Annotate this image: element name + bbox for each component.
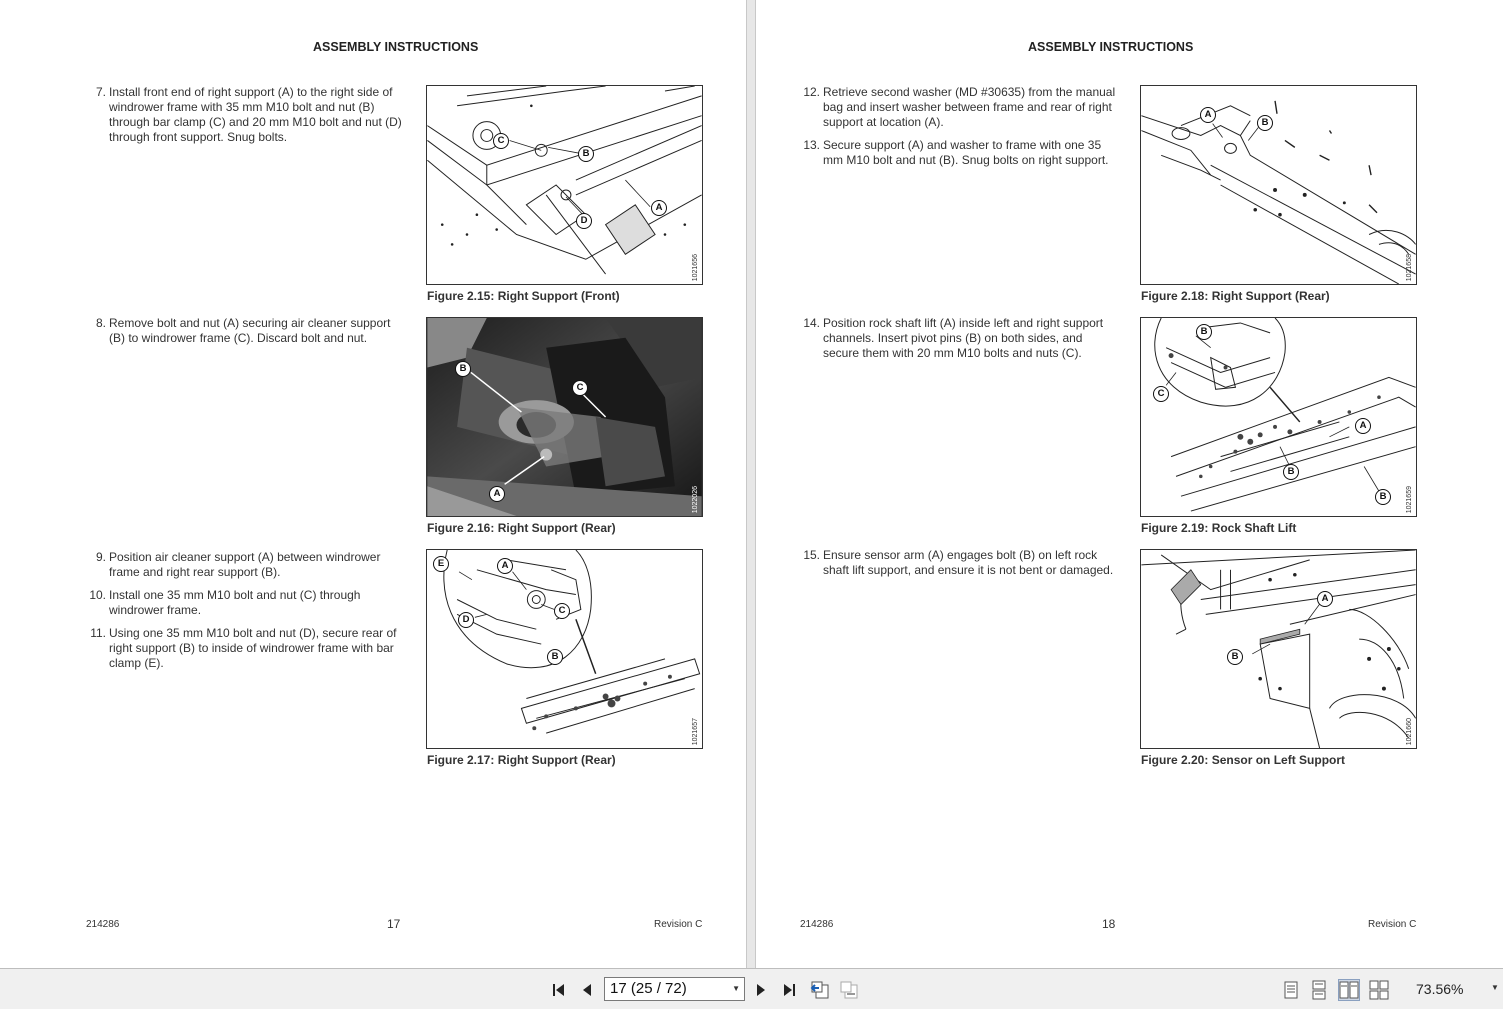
page-number: 17 (387, 917, 401, 931)
right-support-front-drawing (427, 86, 702, 284)
single-page-view-icon[interactable] (1280, 979, 1302, 1001)
page-18: ASSEMBLY INSTRUCTIONS 12. Retrieve second washer (MD #30635) from the manual bag and insert washer between frame and rear of right support at location (A). 13. Secure support (A) and washer to frame with one 35 mm M10 bolt and nut (B). Snug bolts on right support. 14. Position rock shaft lift (A) inside left and right support channels. Insert pivot pins (B) on both sides, and secure them with 20 mm M10 bolts and nuts (C). 15. Ensure sensor arm (A) engages bolt (B) on left rock shaft lift support, and ensure it is not bent or damaged. A B 1021658 Figure 2.18: Right Support (Rear) B C A B B 1021659 Figure 2.19: Rock Shaft Lift A B 1021660 Figure 2.20: Sensor on Left Support 214286 18 Revision C (757, 0, 1503, 968)
callout-e: E (433, 556, 449, 572)
callout-a: A (651, 200, 667, 216)
figure-caption: Figure 2.20: Sensor on Left Support (1141, 753, 1346, 767)
callout-b: B (578, 146, 594, 162)
figure-id: 1021657 (692, 717, 699, 745)
callout-a: A (1200, 107, 1216, 123)
last-page-icon[interactable] (778, 979, 800, 1001)
viewer-toolbar (0, 968, 1503, 1009)
callout-c: C (554, 603, 570, 619)
page-17: ASSEMBLY INSTRUCTIONS 7. Install front end of right support (A) to the right side of windrower frame with 35 mm M10 bolt and nut (B) through bar clamp (C) and 20 mm M10 bolt and nut (D) through front support. Snug bolts. 8. Remove bolt and nut (A) securing air cleaner support (B) to windrower frame (C). Discard bolt and nut. 9. Position air cleaner support (A) between windrower frame and right rear support (B). 10. Install one 35 mm M10 bolt and nut (C) through windrower frame. 11. Using one 35 mm M10 bolt and nut (D), secure rear of right support (B) to inside of windrower frame with bar clamp (E). C B A D 1021656 Figure 2.15: Right Support (Front) B C A 1022026 Figure 2.16: Right Support (Rear) E A C D B 1021657 Figure 2.17: Right Support (Rear) 214286 17 Revision C (0, 0, 746, 968)
figure-caption: Figure 2.15: Right Support (Front) (427, 289, 620, 303)
callout-b: B (1196, 324, 1212, 340)
callout-c: C (493, 133, 509, 149)
right-support-rear-drawing (1141, 86, 1416, 284)
figure-2-19-illustration (1140, 317, 1417, 517)
callout-a: A (1355, 418, 1371, 434)
page-header: ASSEMBLY INSTRUCTIONS (1028, 40, 1194, 54)
figure-id: 1021659 (1406, 485, 1413, 513)
two-page-view-icon[interactable] (1338, 979, 1360, 1001)
callout-b: B (1227, 649, 1243, 665)
zoom-dropdown-icon[interactable]: ▼ (1491, 983, 1499, 992)
revision-label: Revision C (654, 919, 703, 930)
callout-c: C (572, 380, 588, 396)
two-page-continuous-view-icon[interactable] (1368, 979, 1390, 1001)
figure-caption: Figure 2.18: Right Support (Rear) (1141, 289, 1330, 303)
figure-2-20-illustration (1140, 549, 1417, 749)
figure-caption: Figure 2.16: Right Support (Rear) (427, 521, 616, 535)
figure-id: 1021660 (1406, 717, 1413, 745)
figure-2-16-photo (426, 317, 703, 517)
callout-b: B (547, 649, 563, 665)
callout-d: D (576, 213, 592, 229)
page-selector-value: 17 (25 / 72) (610, 980, 687, 997)
callout-d: D (458, 612, 474, 628)
callout-a: A (489, 486, 505, 502)
figure-id: 1021656 (692, 253, 699, 281)
page-gutter (746, 0, 756, 968)
callout-a: A (497, 558, 513, 574)
first-page-icon[interactable] (548, 979, 570, 1001)
page-header: ASSEMBLY INSTRUCTIONS (313, 40, 479, 54)
figure-caption: Figure 2.19: Rock Shaft Lift (1141, 521, 1297, 535)
sensor-left-support-drawing (1141, 550, 1416, 748)
figure-caption: Figure 2.17: Right Support (Rear) (427, 753, 616, 767)
go-forward-icon[interactable] (838, 979, 860, 1001)
callout-b: B (1283, 464, 1299, 480)
figure-id: 1022026 (692, 485, 699, 513)
next-page-icon[interactable] (750, 979, 772, 1001)
figure-2-17-illustration (426, 549, 703, 749)
rock-shaft-lift-drawing (1141, 318, 1416, 516)
right-support-rear-drawing (427, 550, 702, 748)
callout-c: C (1153, 386, 1169, 402)
callout-a: A (1317, 591, 1333, 607)
revision-label: Revision C (1368, 919, 1417, 930)
go-back-icon[interactable] (809, 979, 831, 1001)
figure-id: 1021658 (1406, 253, 1413, 281)
chevron-down-icon: ▼ (732, 984, 740, 993)
figure-2-15-illustration (426, 85, 703, 285)
previous-page-icon[interactable] (576, 979, 598, 1001)
page-selector[interactable] (604, 977, 745, 1001)
document-number: 214286 (800, 919, 834, 930)
zoom-level[interactable]: 73.56% (1416, 981, 1464, 997)
callout-b: B (455, 361, 471, 377)
right-support-rear-photo (427, 318, 702, 516)
callout-b: B (1257, 115, 1273, 131)
page-number: 18 (1102, 917, 1116, 931)
document-number: 214286 (86, 919, 120, 930)
callout-b: B (1375, 489, 1391, 505)
continuous-view-icon[interactable] (1308, 979, 1330, 1001)
figure-2-18-illustration (1140, 85, 1417, 285)
